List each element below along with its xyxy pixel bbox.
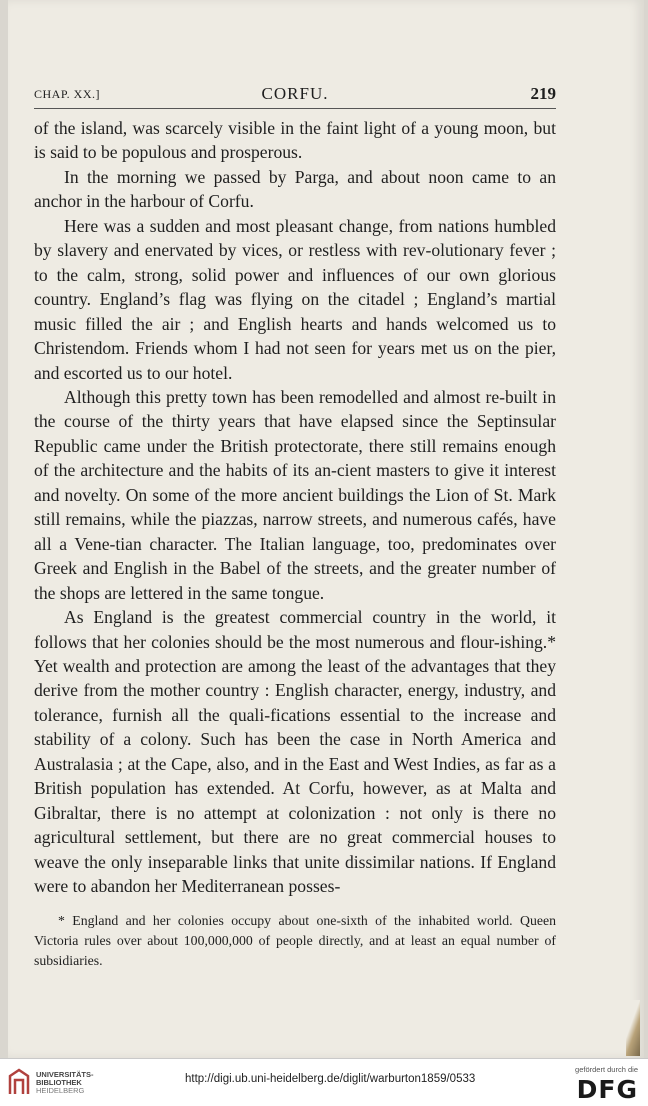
footnote-text: * England and her colonies occupy about one-sixth of the inhabited world. Queen Victoria rules over about 100,000,000 of people directly, and at least an equal number of subsidiaries. — [34, 913, 556, 968]
running-header — [34, 84, 556, 106]
paragraph-4: Although this pretty town has been remodelled and almost re-built in the course of the thirty years that have elapsed since the Septinsular Republic came under the British protectorate, there still remains enough of the architecture and the habits of its an-cient masters to give it interest and novelty. On some of the more ancient buildings the Lion of St. Mark still remains, while the piazzas, narrow streets, and numerous cafés, have all a Vene-tian character. The Italian language, too, predominates over Greek and English in the Babel of the streets, and the greater number of the shops are lettered in the same tongue. — [34, 386, 556, 603]
page-number: 219 — [530, 84, 556, 103]
dfg-logo: DFG — [576, 1075, 638, 1104]
viewer-footer — [0, 1058, 648, 1106]
paragraph-3: Here was a sudden and most pleasant change, from nations humbled by slavery and enervated by vices, or restless with rev-olutionary fever ; to the calm, strong, solid power and influences of our own glorious country. England’s flag was flying on the citadel ; England’s martial music filled the air ; and English hearts and hands welcomed us to Christendom. Friends whom I had not seen for years met us on the pier, and escorted us to our hotel. — [34, 215, 556, 383]
university-library-logo-icon — [7, 1068, 31, 1096]
paragraph-1: of the island, was scarcely visible in the faint light of a young moon, but is said to be populous and prosperous. — [34, 118, 556, 163]
chapter-label: CHAP. XX.] — [34, 87, 101, 101]
funding-note: gefördert durch die — [575, 1065, 638, 1074]
permalink-url[interactable]: http://digi.ub.uni-heidelberg.de/diglit/warburton1859/0533 — [185, 1073, 476, 1085]
library-name: UNIVERSITÄTS- BIBLIOTHEK HEIDELBERG — [36, 1070, 94, 1095]
footnote — [34, 911, 556, 971]
page-corner-fold — [626, 1000, 640, 1056]
paragraph-2: In the morning we passed by Parga, and about noon came to an anchor in the harbour of Corfu. — [34, 166, 556, 212]
running-title: CORFU. — [261, 84, 329, 103]
header-rule — [34, 108, 556, 109]
paragraph-5: As England is the greatest commercial country in the world, it follows that her colonies should be the most numerous and flour-ishing.* Yet wealth and protection are among the least of the advantages that they derive from the mother country : English character, energy, industry, and tolerance, furnish all the quali-fications essential to the increase and stability of a colony. Such has been the case in North America and Australasia ; at the Cape, also, and in the East and West Indies, as far as a British population has extended. At Corfu, however, as at Malta and Gibraltar, there is no attempt at colonization : not only is there no agricultural settlement, but there are no great commercial houses to weave the only inseparable links that unite dissimilar nations. If England were to abandon her Mediterranean posses- — [34, 607, 556, 897]
body-text — [34, 116, 556, 899]
